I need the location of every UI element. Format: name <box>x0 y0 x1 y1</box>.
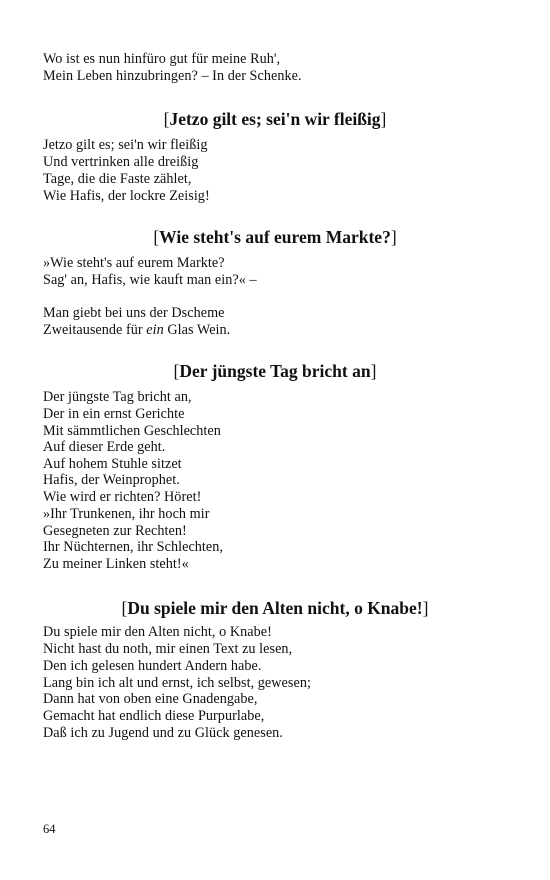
poem-line: Dann hat von oben eine Gnadengabe, <box>43 691 258 707</box>
poem-line-part: Glas Wein. <box>163 322 231 338</box>
poem-title: [Jetzo gilt es; sei'n wir fleißig] <box>163 109 387 129</box>
poem-line: »Ihr Trunkenen, ihr hoch mir <box>43 506 210 522</box>
poem-line: Lang bin ich alt und ernst, ich selbst, gewesen; <box>43 675 311 691</box>
poem-title: [Der jüngste Tag bricht an] <box>173 361 377 381</box>
poem-line: Man giebt bei uns der Dscheme <box>43 305 225 321</box>
poem-line: Auf dieser Erde geht. <box>43 439 166 455</box>
poem-line: Wie wird er richten? Höret! <box>43 489 202 505</box>
poem-line: Daß ich zu Jugend und zu Glück genesen. <box>43 725 283 741</box>
poem-line <box>43 322 230 339</box>
poem-line: Mit sämmtlichen Geschlechten <box>43 423 221 439</box>
poem-line: Jetzo gilt es; sei'n wir fleißig <box>43 137 208 153</box>
poem-line: Sag' an, Hafis, wie kauft man ein?« – <box>43 272 257 288</box>
poem-line: Den ich gelesen hundert Andern habe. <box>43 658 262 674</box>
intro-line: Wo ist es nun hinfüro gut für meine Ruh', <box>43 51 281 67</box>
poem-line: Der in ein ernst Gerichte <box>43 406 185 422</box>
poem-line-part: Zweitausende für <box>43 322 147 338</box>
poem-title: [Wie steht's auf eurem Markte?] <box>153 227 397 247</box>
poem-line: Der jüngste Tag bricht an, <box>43 389 192 405</box>
emphasis-word: ein <box>146 322 164 338</box>
poem-title-text: Du spiele mir den Alten nicht, o Knabe! <box>127 598 423 618</box>
poem-line: Nicht hast du noth, mir einen Text zu lesen, <box>43 641 293 657</box>
poem-line: Gesegneten zur Rechten! <box>43 523 187 539</box>
poem-line: Zu meiner Linken steht!« <box>43 556 189 572</box>
poem-line: Gemacht hat endlich diese Purpurlabe, <box>43 708 265 724</box>
poem-line: Du spiele mir den Alten nicht, o Knabe! <box>43 624 272 640</box>
poem-line: Hafis, der Weinprophet. <box>43 472 180 488</box>
poem-line: Wie Hafis, der lockre Zeisig! <box>43 188 210 204</box>
poem-title: [Du spiele mir den Alten nicht, o Knabe!] <box>121 598 429 618</box>
poem-line: Auf hohem Stuhle sitzet <box>43 456 182 472</box>
poem-title-text: Wie steht's auf eurem Markte? <box>159 227 391 247</box>
page-number: 64 <box>43 822 56 836</box>
poem-line: Und vertrinken alle dreißig <box>43 154 199 170</box>
poem-line: Tage, die die Faste zählet, <box>43 171 192 187</box>
poem-line: Ihr Nüchternen, ihr Schlechten, <box>43 539 224 555</box>
poem-title-text: Der jüngste Tag bricht an <box>179 361 371 381</box>
poem-title-text: Jetzo gilt es; sei'n wir fleißig <box>169 109 381 129</box>
poem-line: »Wie steht's auf eurem Markte? <box>43 255 225 271</box>
intro-line: Mein Leben hinzubringen? – In der Schenke. <box>43 68 302 84</box>
